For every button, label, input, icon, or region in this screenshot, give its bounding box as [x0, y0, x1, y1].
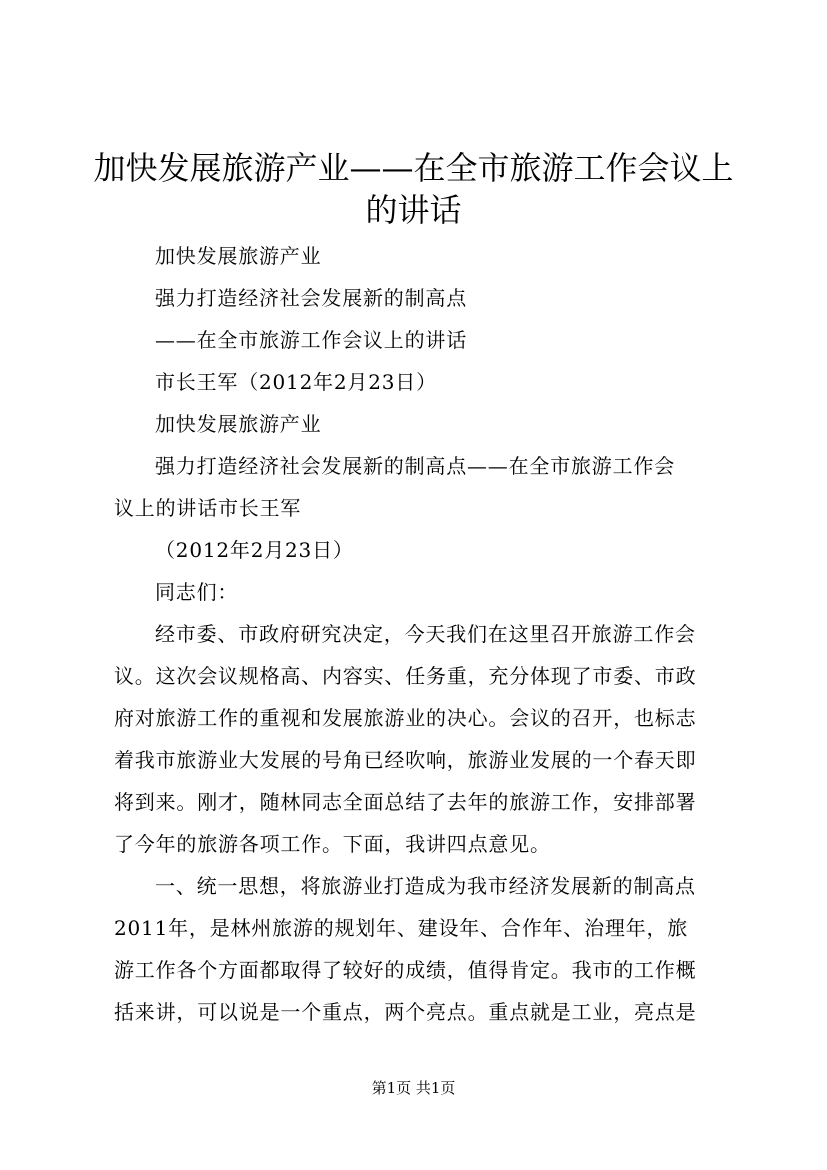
- text-line: 游工作各个方面都取得了较好的成绩，值得肯定。我市的工作概: [114, 958, 697, 982]
- text-line: 加快发展旅游产业: [155, 412, 322, 436]
- text-line: 加快发展旅游产业: [155, 244, 322, 268]
- document-title-line-1: 加快发展旅游产业——在全市旅游工作会议上: [93, 149, 734, 187]
- text-line: 强力打造经济社会发展新的制高点——在全市旅游工作会: [155, 454, 675, 478]
- text-line: 同志们：: [155, 580, 239, 604]
- text-line: 着我市旅游业大发展的号角已经吹响，旅游业发展的一个春天即: [114, 748, 697, 772]
- text-line: 市长王军（2012年2月23日）: [155, 370, 437, 394]
- text-line: 议。这次会议规格高、内容实、任务重，充分体现了市委、市政: [114, 664, 697, 688]
- text-line: 府对旅游工作的重视和发展旅游业的决心。会议的召开，也标志: [114, 706, 697, 730]
- text-line: 议上的讲话市长王军: [114, 496, 302, 520]
- text-line: 强力打造经济社会发展新的制高点: [155, 286, 467, 310]
- text-line: 2011年，是林州旅游的规划年、建设年、合作年、治理年，旅: [114, 916, 689, 940]
- text-line: 将到来。刚才，随林同志全面总结了去年的旅游工作，安排部署: [114, 790, 697, 814]
- text-line: （2012年2月23日）: [155, 538, 354, 562]
- text-line: 了今年的旅游各项工作。下面，我讲四点意见。: [114, 832, 551, 856]
- text-line: 经市委、市政府研究决定，今天我们在这里召开旅游工作会: [155, 622, 696, 646]
- text-line: ——在全市旅游工作会议上的讲话: [155, 328, 467, 352]
- text-line: 一、统一思想，将旅游业打造成为我市经济发展新的制高点: [155, 874, 696, 898]
- text-line: 括来讲，可以说是一个重点，两个亮点。重点就是工业，亮点是: [114, 1000, 697, 1024]
- document-title-line-2: 的讲话: [365, 191, 462, 229]
- page-footer: 第1页 共1页: [371, 1079, 456, 1097]
